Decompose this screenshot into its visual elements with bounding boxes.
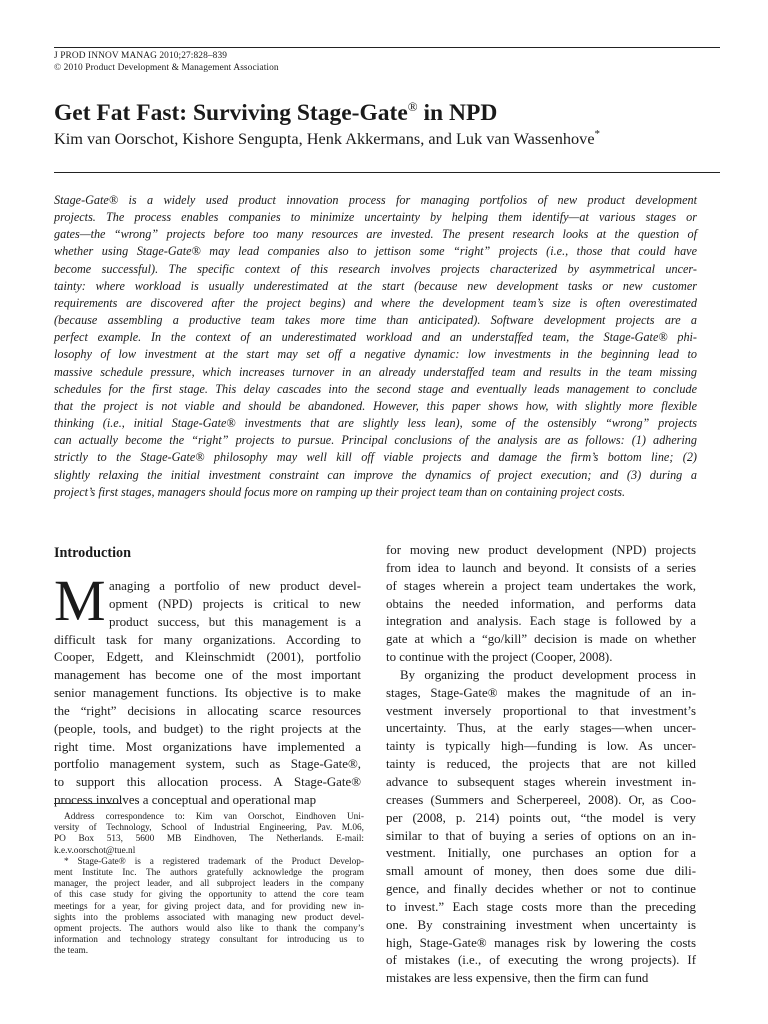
journal-header: [54, 50, 279, 74]
footnote-line: ment Institute Inc. The authors gratefully acknowledge the program: [54, 868, 364, 879]
abstract-line: perfect example. In the context of an underestimated workload and an understaffed team, the Stage-Gate® phi-: [54, 330, 697, 345]
body-text-line: tainty is typically high—funding is low. As uncer-: [386, 739, 696, 754]
footnote-line: k.e.v.oorschot@tue.nl: [54, 845, 136, 856]
abstract-line: can actually become the “right” projects to pursue. Principal conclusions of the analysis are as follows: (1) adhering: [54, 433, 697, 448]
abstract-line: whether using Stage-Gate® may lead companies also to jettison some “right” projects (i.e., those that could have: [54, 244, 697, 259]
footnote-line: versity of Technology, School of Industrial Engineering, Pav. M.06,: [54, 823, 364, 834]
footnote-line: the team.: [54, 946, 89, 957]
body-text-line: difficult task for many organizations. According to: [54, 632, 361, 647]
abstract-line: project’s first stages, managers should focus more on ramping up their project team than on containing project costs.: [54, 484, 626, 499]
abstract-line: strictly to the Stage-Gate® philosophy may well kill off viable projects and damage the firm’s bottom line; (2): [54, 450, 697, 465]
body-text-line: uncertainty. Thus, at the early stages—when uncer-: [386, 721, 696, 736]
body-text-line: obtains the needed information, and performs data: [386, 596, 696, 611]
registered-mark: ®: [407, 99, 418, 114]
footnote-line: PO Box 513, 5600 MB Eindhoven, The Netherlands. E-mail:: [54, 834, 364, 845]
footnote-line: meetings for a year, for giving project data, and for providing new in-: [54, 901, 364, 912]
header-rule: [54, 47, 720, 48]
abstract-line: (because assembling a productive team takes more time than anticipated). Software development projects are a: [54, 313, 697, 328]
journal-citation: J PROD INNOV MANAG 2010;27:828–839: [54, 51, 228, 61]
footnote-line: manager, the project leader, and all subproject leaders in the company: [54, 879, 364, 890]
body-text-line: gate at which a “go/kill” decision is made on whether: [386, 632, 696, 647]
body-text-line: tainty is reduced, the projects that are not killed: [386, 757, 696, 772]
body-text-line: process involves a conceptual and operational map: [54, 793, 317, 808]
abstract-line: gates—the “wrong” projects before too many resources are invested. The present research looks at the question of: [54, 227, 697, 242]
abstract-line: massive schedule pressure, which increases turnover in an already understaffed team and results in the team missing: [54, 364, 697, 379]
article-title: [54, 93, 497, 127]
body-text-line: product success, but this management is a: [109, 614, 361, 629]
body-text-line: of stages wherein a project team undertakes the work,: [386, 578, 696, 593]
abstract-line: that the project is not viable and should be abandoned. However, this paper shows how, with slightly more flexible: [54, 398, 697, 413]
drop-cap: M: [54, 568, 106, 633]
body-text-line: (people, tools, and budget) to the right projects at the: [54, 721, 361, 736]
body-text-line: one. By constraining investment when uncertainty is: [386, 917, 696, 932]
copyright-line: © 2010 Product Development & Management Association: [54, 63, 279, 73]
body-text-line: right time. Most organizations have implemented a: [54, 739, 361, 754]
body-text-line: advance to subsequent stages wherein investment in-: [386, 774, 696, 789]
body-text-line: of mistakes (i.e., of executing the wrong projects). If: [386, 953, 696, 968]
body-text-line: portfolio management system, such as Stage-Gate®,: [54, 757, 361, 772]
title-main: Get Fat Fast: Surviving Stage-Gate: [54, 100, 408, 126]
footnote-line: * Stage-Gate® is a registered trademark of the Product Develop-: [64, 856, 364, 867]
body-text-line: integration and analysis. Each stage is followed by a: [386, 614, 696, 629]
abstract-line: become successful). The specific context of this research involves projects characterized by asymmetrical uncer-: [54, 261, 697, 276]
abstract-line: tainty: where workload is usually underestimated at the start (because new development tasks or new customer: [54, 278, 697, 293]
body-text-line: to support this allocation process. A Stage-Gate®: [54, 775, 361, 790]
footnote-line: Address correspondence to: Kim van Oorschot, Eindhoven Uni-: [64, 812, 364, 822]
abstract-line: slightly relaxing the initial investment constraint can improve the dynamics of project execution; and (3) during a: [54, 467, 697, 482]
body-text-line: to continue with the project (Cooper, 2008).: [386, 650, 613, 665]
footnote-line: of this case study for giving the opportunity to attend the core team: [54, 890, 364, 901]
author-list: [54, 124, 600, 149]
abstract-line: thinking (i.e., initial Stage-Gate® investments that are slightly less lean), some of the ostensibly “wrong” projects: [54, 416, 697, 431]
abstract-line: schedules for the first stage. This delay cascades into the second stage and eventually leads management to conclude: [54, 381, 697, 396]
body-text-line: per (2008, p. 214) points out, “the model is very: [386, 810, 696, 825]
abstract-line: requirements are discovered after the project begins) and where the development team’s size is often overestimated: [54, 295, 697, 310]
body-text-line: similar to that of buying a series of options on an in-: [386, 828, 696, 843]
body-text-line: anaging a portfolio of new product devel-: [109, 579, 361, 593]
section-heading-introduction: Introduction: [54, 545, 131, 561]
body-text-line: stages, Stage-Gate® makes the magnitude of an in-: [386, 685, 696, 700]
body-text-line: Cooper, Edgett, and Kleinschmidt (2001), portfolio: [54, 650, 361, 665]
body-text-line: vestment inversely proportional to that investment’s: [386, 703, 696, 718]
body-text-line: opment (NPD) projects is critical to new: [109, 596, 361, 611]
author-footnote-mark: *: [594, 128, 601, 140]
body-text-line: for moving new product development (NPD) projects: [386, 543, 696, 557]
abstract-line: Stage-Gate® is a widely used product innovation process for managing portfolios of new product development: [54, 193, 697, 207]
body-text-line: high, Stage-Gate® manages risk by lowering the costs: [386, 935, 696, 950]
body-text-line: vestment. Initially, one purchases an option for a: [386, 846, 696, 861]
intro-right-column: [386, 542, 696, 988]
body-text-line: By organizing the product development process in: [400, 667, 696, 682]
body-text-line: management has become one of the most important: [54, 668, 361, 683]
body-text-line: from idea to launch and beyond. It consists of a series: [386, 560, 696, 575]
body-text-line: the “right” decisions in allocating scarce resources: [54, 703, 361, 718]
footnote-line: opment projects. The authors would also like to thank the company’s: [54, 924, 364, 935]
abstract: [54, 192, 697, 501]
footnote-rule: [54, 803, 122, 804]
body-text-line: mistakes are less expensive, then the firm can fund: [386, 971, 649, 986]
body-text-line: creases (Summers and Scherpereel, 2008). Or, as Coo-: [386, 792, 696, 807]
footnotes: [54, 812, 364, 958]
body-text-line: gence, and finally decides whether or not to continue: [386, 882, 696, 897]
abstract-rule: [54, 172, 720, 173]
footnote-line: sights into the problems associated with managing new product devel-: [54, 912, 364, 923]
body-text-line: to invest.” Each stage costs more than the preceding: [386, 899, 696, 914]
authors-text: Kim van Oorschot, Kishore Sengupta, Henk Akkermans, and Luk van Wassenhove: [54, 129, 595, 148]
intro-left-column: [54, 578, 361, 810]
abstract-line: losophy of low investment at the start may set off a negative dynamic: low investments in the beginning lead to: [54, 347, 697, 362]
abstract-line: projects. The process enables companies to minimize uncertainty by helping them identify—at various stages or: [54, 210, 697, 225]
body-text-line: senior management functions. Its objective is to make: [54, 686, 361, 701]
body-text-line: small amount of money, then does some due dili-: [386, 864, 696, 879]
footnote-line: information and technology strategy consultant for introducing us to: [54, 935, 364, 946]
title-tail: in NPD: [423, 100, 498, 126]
